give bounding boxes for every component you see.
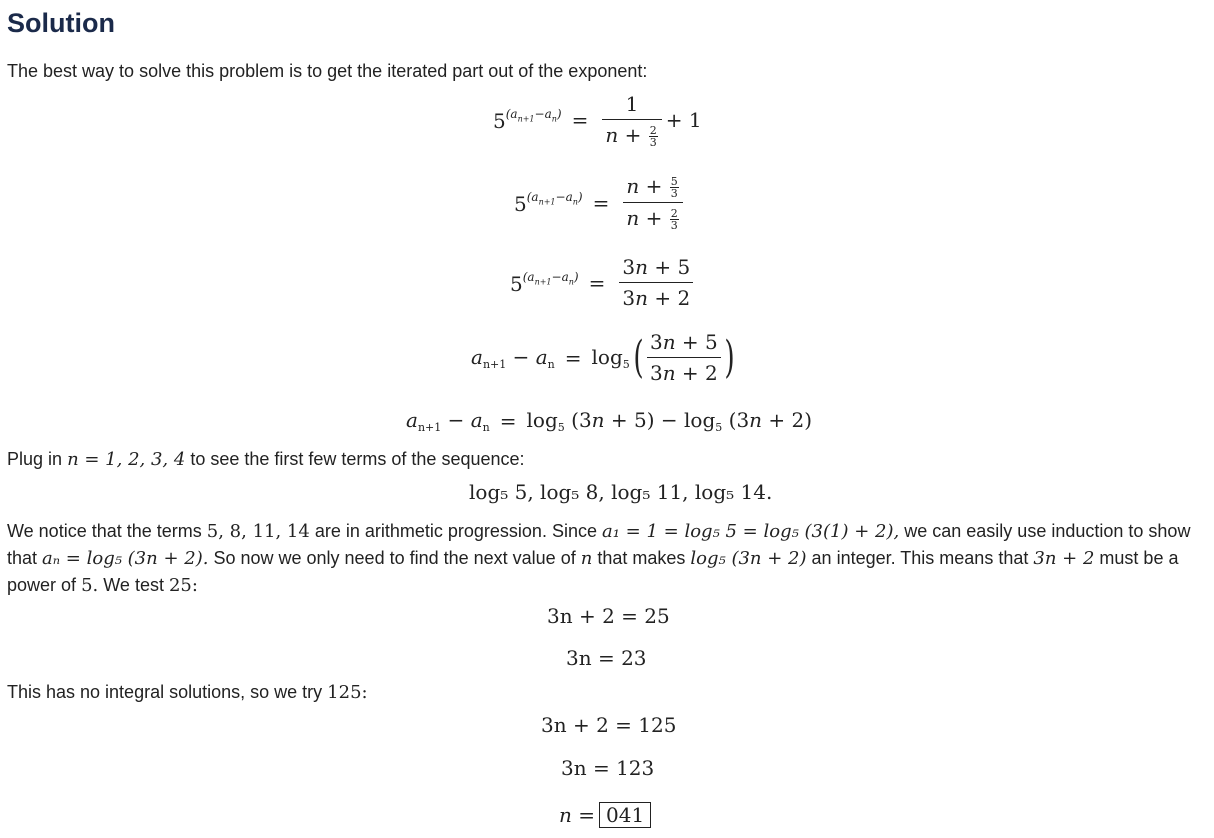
- plug-in-paragraph: [7, 446, 525, 473]
- notice-text-7: an integer. This means that: [811, 548, 1029, 568]
- notice-terms: 5, 8, 11, 14: [206, 521, 310, 542]
- plug-suffix: to see the first few terms of the sequence:: [190, 449, 525, 469]
- plug-prefix: Plug in: [7, 449, 63, 469]
- notice-text-8: must be a power of: [7, 548, 1179, 595]
- notice-paragraph: [7, 518, 1207, 599]
- notice-3n2: 3n + 2: [1033, 548, 1095, 569]
- final-answer: [559, 802, 651, 828]
- equation-3: $5^{(a_{n+1}-a_n)}$ = $\frac{3n + 5}{3n + 2}$: [510, 255, 697, 310]
- equation-4: $a_{n+1} - a_n$ = $\log_5$ ( $\frac{3n + 5}{3n + 2}$ ): [471, 330, 735, 385]
- notice-log-expr: log₅ (3n + 2): [690, 548, 807, 569]
- no-integral-paragraph: [7, 679, 368, 706]
- notice-text-6: that makes: [597, 548, 686, 568]
- equation-5: $a_{n+1} - a_n$ = $\log_5 (3n + 5) - \log_5 (3n + 2)$: [406, 408, 813, 434]
- notice-text-3: we can easily use induction to: [904, 521, 1144, 541]
- intro-paragraph: The best way to solve this problem is to get the iterated part out of the exponent:: [7, 61, 648, 81]
- boxed-answer: 041: [599, 802, 651, 828]
- notice-twentyfive: 25:: [168, 575, 198, 596]
- equation-3n2-25: 3n + 2 = 25: [547, 604, 670, 628]
- equation-1: $5^{(a_{n+1}-a_n)}$ = 1 n + $\frac{2}{3}$ + 1: [493, 92, 702, 149]
- notice-since-expr: a₁ = 1 = log₅ 5 = log₅ (3(1) + 2),: [602, 521, 900, 542]
- final-n-equals: n =: [559, 803, 595, 827]
- terms-list: log₅ 5, log₅ 8, log₅ 11, log₅ 14.: [469, 480, 773, 504]
- equation-3n-123: 3n = 123: [561, 756, 655, 780]
- notice-text-4: show that: [7, 521, 1191, 568]
- notice-an-expr: aₙ = log₅ (3n + 2).: [42, 548, 209, 569]
- equation-2: $5^{(a_{n+1}-a_n)}$ = n + $\frac{5}{3}$ n + $\frac{2}{3}$: [514, 174, 687, 231]
- no-integral-text: This has no integral solutions, so we try: [7, 682, 323, 702]
- no-integral-125: 125:: [327, 682, 368, 703]
- notice-text-2: are in arithmetic progression. Since: [314, 521, 597, 541]
- notice-text-5: So now we only need to find the next value of: [213, 548, 576, 568]
- notice-n: n: [580, 548, 593, 569]
- notice-five: 5.: [81, 575, 99, 596]
- notice-text-1: We notice that the terms: [7, 521, 202, 541]
- equation-3n-23: 3n = 23: [566, 646, 647, 670]
- section-heading: Solution: [7, 8, 115, 38]
- notice-text-9: We test: [103, 575, 164, 595]
- equation-3n2-125: 3n + 2 = 125: [541, 713, 677, 737]
- plug-values: n = 1, 2, 3, 4: [67, 449, 186, 470]
